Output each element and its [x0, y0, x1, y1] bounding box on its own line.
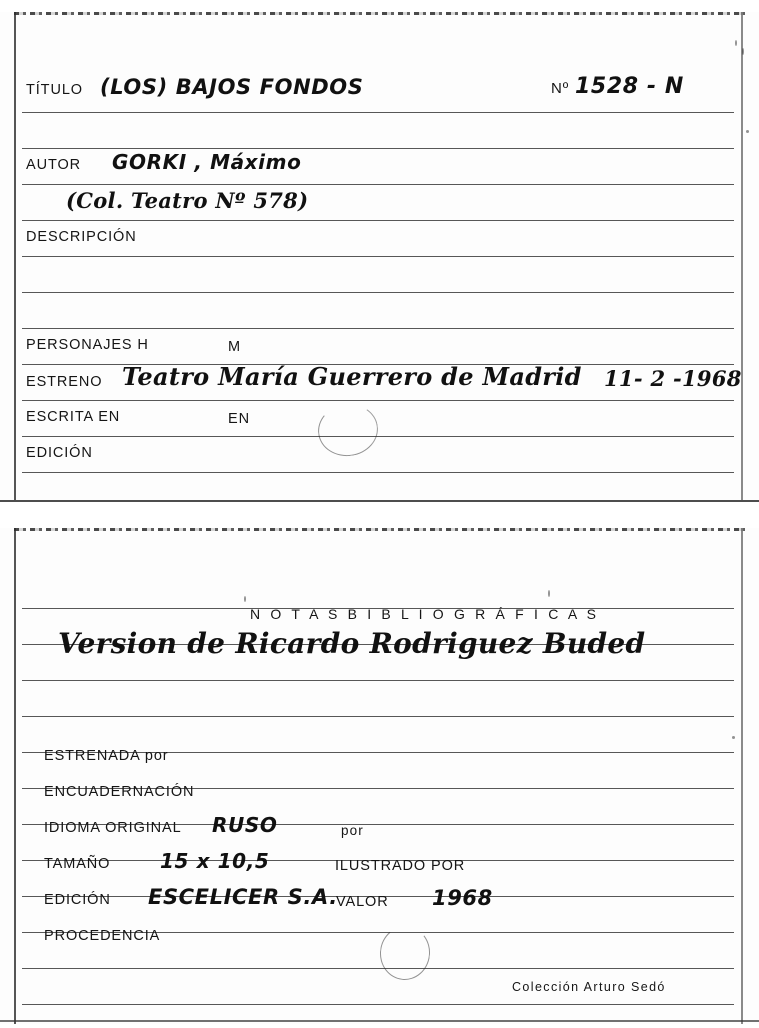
label-idioma-por: por — [341, 823, 364, 838]
label-edicion: EDICIÓN — [26, 445, 93, 461]
value-autor: GORKI , Máximo — [112, 150, 302, 174]
rule-line — [22, 112, 734, 113]
stray-mark — [315, 400, 382, 460]
label-autor: AUTOR — [26, 157, 81, 173]
rule-line — [22, 436, 734, 437]
speck — [746, 130, 749, 133]
value-valor: 1968 — [432, 886, 493, 910]
label-encuadernacion: ENCUADERNACIÓN — [44, 784, 195, 800]
value-idioma-original: RUSO — [212, 813, 278, 837]
label-ilustrado-por: ILUSTRADO POR — [335, 858, 466, 874]
label-tamano: TAMAÑO — [44, 856, 111, 872]
card-top-edge — [14, 12, 745, 15]
label-estrenada-por: ESTRENADA por — [44, 748, 169, 764]
label-edicion: EDICIÓN — [44, 892, 111, 908]
label-escrita-en: ESCRITA EN — [26, 409, 121, 425]
label-titulo: TÍTULO — [26, 82, 83, 98]
value-titulo: (LOS) BAJOS FONDOS — [100, 75, 364, 99]
rule-line — [22, 968, 734, 969]
label-numero: Nº — [551, 80, 570, 97]
speck — [732, 736, 735, 739]
notes-heading: N O T A S B I B L I O G R Á F I C A S — [250, 606, 600, 622]
rule-line — [22, 1004, 734, 1005]
value-tamano: 15 x 10,5 — [160, 849, 270, 873]
card-bottom-edge — [0, 1020, 759, 1022]
value-numero: 1528 - N — [575, 74, 684, 99]
notes-value: Version de Ricardo Rodriguez Buded — [58, 627, 646, 660]
value-estreno: Teatro María Guerrero de Madrid — [122, 362, 582, 391]
speck — [244, 596, 246, 602]
rule-line — [22, 328, 734, 329]
card-left-edge — [14, 12, 16, 500]
label-valor: VALOR — [336, 894, 389, 910]
label-procedencia: PROCEDENCIA — [44, 928, 161, 944]
value-estreno-fecha: 11- 2 -1968 — [604, 366, 742, 391]
rule-line — [22, 148, 734, 149]
card-right-edge — [741, 12, 743, 500]
speck — [735, 40, 737, 46]
label-descripcion: DESCRIPCIÓN — [26, 229, 137, 245]
catalog-card-bottom — [0, 528, 759, 1024]
rule-line — [22, 256, 734, 257]
speck — [742, 48, 744, 55]
card-top-edge — [14, 528, 745, 531]
label-idioma-original: IDIOMA ORIGINAL — [44, 820, 182, 836]
catalog-card-top — [0, 12, 759, 500]
value-edicion: ESCELICER S.A. — [148, 885, 338, 909]
collection-footer: Colección Arturo Sedó — [512, 980, 666, 994]
rule-line — [22, 400, 734, 401]
speck — [548, 590, 550, 597]
card-bottom-edge — [0, 500, 759, 502]
label-personajes-h: PERSONAJES H — [26, 337, 149, 353]
rule-line — [22, 220, 734, 221]
rule-line — [22, 472, 734, 473]
rule-line — [22, 184, 734, 185]
value-autor-coleccion: (Col. Teatro Nº 578) — [66, 188, 309, 213]
label-estreno: ESTRENO — [26, 374, 103, 390]
rule-line — [22, 680, 734, 681]
card-right-edge — [741, 528, 743, 1024]
label-escrita-en-sub: EN — [228, 411, 250, 427]
rule-line — [22, 292, 734, 293]
card-left-edge — [14, 528, 16, 1024]
label-personajes-m: M — [228, 339, 241, 355]
rule-line — [22, 716, 734, 717]
